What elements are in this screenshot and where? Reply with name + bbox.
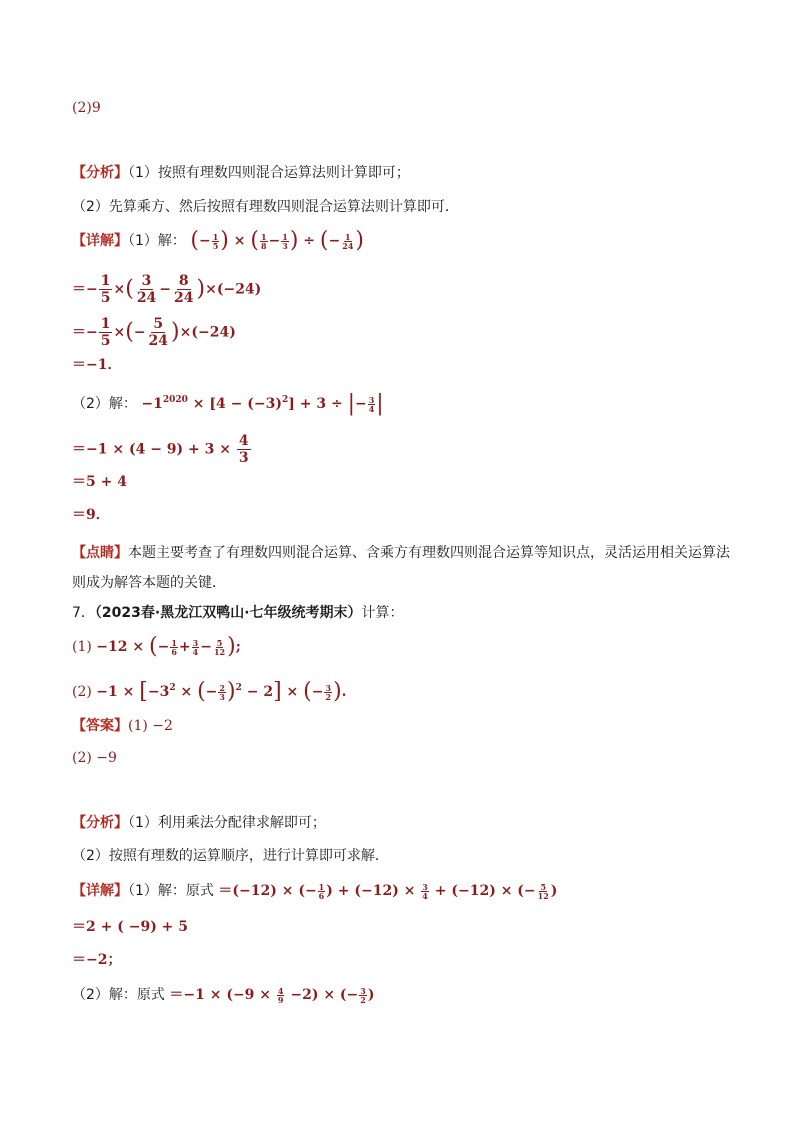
math-step-3: ＝−1． — [72, 357, 122, 373]
math-step-4: ＝−1 × (4 − 9) + 3 × $\frac{4}{3}$ — [72, 433, 249, 466]
analysis-2-text-1: （1）利用乘法分配律求解即可； — [128, 815, 326, 831]
question-number: 7． — [72, 605, 95, 621]
math-expression-2: $-1^{2020} \times [4 - (-3)^2] + 3$ ÷ |− $\frac{3}{4}$ | — [141, 391, 384, 416]
comment-paragraph — [72, 538, 734, 598]
detail-2-line-1 — [72, 881, 734, 901]
analysis-tag: 【分析】 — [72, 165, 128, 181]
math-expression-4: ＝−1 × (−9 × $\frac{4}{9}$ −2) × (− $\frac{3}{2}$ ) — [169, 985, 375, 1005]
detail-part-2-line — [72, 390, 734, 414]
previous-answer-part-2: (2)9 — [72, 100, 101, 116]
analysis-2-line-1 — [72, 813, 734, 833]
analysis-2-tag: 【分析】 — [72, 815, 128, 831]
q7-part2-label: (2) — [72, 684, 92, 700]
analysis-2-line-2: （2）按照有理数的运算顺序，进行计算即可求解． — [72, 848, 389, 864]
math-step-8: ＝−2； — [72, 952, 122, 968]
q7-part1-expression: −12 × (− $\frac{1}{6}$ + $\frac{3}{4}$ − $\frac{5}{12}$ ); — [96, 634, 241, 659]
detail-text-1: （1）解： — [128, 233, 186, 249]
math-step-2: ＝− $\frac{1}{5}$ ×(− $\frac{5}{24}$ )×(−24) — [72, 316, 236, 349]
q7-part1-label: (1) — [72, 639, 92, 655]
answer-part-1: (1) −2 — [128, 718, 173, 734]
math-step-6: ＝9． — [72, 507, 110, 523]
math-expression-1: (− $\frac{1}{5}$ ) × ( $\frac{1}{8}$ − $\frac{1}{3}$ ) ÷ (− $\frac{1}{24}$ ) — [190, 228, 364, 253]
detail-2-text-1: （1）解：原式 — [128, 883, 214, 899]
math-step-7: ＝2 + ( −9) + 5 — [72, 919, 189, 935]
comment-text: 本题主要考查了有理数四则混合运算、含乘方有理数四则混合运算等知识点，灵活运用相关运算法则成为解答本题的关键． — [72, 545, 730, 591]
question-7-header — [72, 603, 734, 623]
analysis-line-1 — [72, 163, 734, 183]
q7-part2-expression: $-1 \times [-3^2$ × (− $\frac{2}{3}$ )$^2$ − 2] × (− $\frac{3}{2}$ ). — [96, 679, 347, 704]
detail-part-2-text: （2）解： — [72, 396, 137, 412]
question-7-part-1 — [72, 634, 734, 659]
detail-2-part-2-line — [72, 985, 734, 1005]
detail-2-tag: 【详解】 — [72, 883, 128, 899]
question-source: （2023春·黑龙江双鸭山·七年级统考期末） — [94, 605, 362, 621]
math-expression-3: ＝(−12) × (− $\frac{1}{6}$ ) + (−12) × $\frac{3}{4}$ + (−12) × (− $\frac{5}{12}$ ) — [218, 881, 558, 901]
math-step-5: ＝5 + 4 — [72, 474, 127, 490]
analysis-line-2: （2）先算乘方、然后按照有理数四则混合运算法则计算即可． — [72, 199, 459, 215]
analysis-text-1: （1）按照有理数四则混合运算法则计算即可； — [128, 165, 410, 181]
answer-line — [72, 716, 734, 736]
answer-tag: 【答案】 — [72, 718, 128, 734]
question-7-part-2 — [72, 678, 734, 702]
detail-2-part-2-text: （2）解：原式 — [72, 987, 165, 1003]
answer-part-2: (2) −9 — [72, 750, 117, 766]
math-step-1: ＝− $\frac{1}{5}$ ×( $\frac{3}{24}$ − $\frac{8}{24}$ )×(−24) — [72, 273, 262, 306]
detail-line-1 — [72, 228, 734, 253]
comment-tag: 【点睛】 — [72, 545, 128, 561]
detail-tag: 【详解】 — [72, 233, 128, 249]
question-verb: 计算： — [361, 605, 404, 621]
